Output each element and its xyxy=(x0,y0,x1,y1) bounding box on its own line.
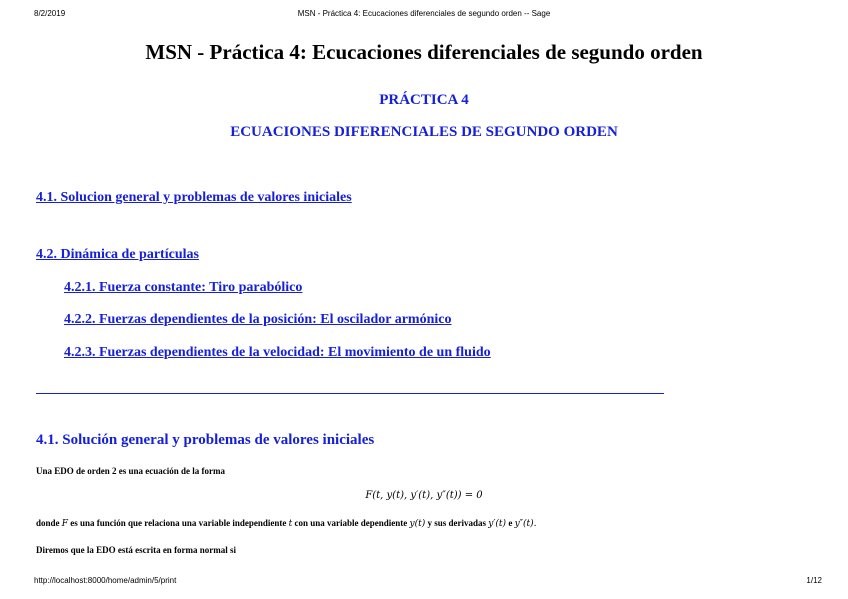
toc-item-4-2[interactable] xyxy=(36,247,199,263)
toc-label: Dinámica de partículas xyxy=(60,247,199,262)
text-fragment: donde xyxy=(36,518,60,528)
print-date: 8/2/2019 xyxy=(34,9,66,18)
page-number: 1/12 xyxy=(806,576,822,585)
toc-number: 4.2. xyxy=(36,247,57,262)
topic-subtitle: ECUACIONES DIFERENCIALES DE SEGUNDO ORDEN xyxy=(230,124,618,140)
math-symbol: y′(t) xyxy=(488,519,507,529)
toc-link-4-1[interactable]: Solucion general y problemas de valores iniciales xyxy=(60,190,352,205)
ode-equation: F(t, y(t), y′(t), y″(t)) = 0 xyxy=(365,490,483,501)
toc-link-4-2-3[interactable]: 4.2.3. Fuerzas dependientes de la velocidad: El movimiento de un fluido xyxy=(64,345,491,360)
section-divider xyxy=(36,393,664,394)
toc-number: 4.1. xyxy=(36,190,57,205)
text-fragment: e xyxy=(508,518,513,528)
print-header xyxy=(0,9,848,21)
toc-link-4-2-2[interactable]: 4.2.2. Fuerzas dependientes de la posición: El oscilador armónico xyxy=(64,312,452,327)
toc-item-4-2-1[interactable] xyxy=(64,280,302,296)
normal-form-paragraph: Diremos que la EDO está escrita en forma normal si xyxy=(36,545,237,555)
definition-paragraph xyxy=(36,518,537,529)
print-url: http://localhost:8000/home/admin/5/print xyxy=(34,576,177,585)
text-fragment: y sus derivadas xyxy=(427,518,487,528)
toc-link-4-2-1[interactable]: 4.2.1. Fuerza constante: Tiro parabólico xyxy=(64,280,303,295)
toc-item-4-2-3[interactable] xyxy=(64,345,491,361)
math-symbol: y″(t). xyxy=(514,519,537,529)
text-fragment: es una función que relaciona una variable independiente xyxy=(70,518,287,528)
intro-paragraph: Una EDO de orden 2 es una ecuación de la forma xyxy=(36,466,225,476)
document-title: MSN - Práctica 4: Ecucaciones diferenciales de segundo orden xyxy=(145,40,703,64)
text-fragment: con una variable dependiente xyxy=(294,518,408,528)
toc-item-4-2-2[interactable] xyxy=(64,312,451,328)
math-symbol: F xyxy=(61,519,69,529)
math-symbol: t xyxy=(288,519,293,529)
toc-link-4-2[interactable] xyxy=(36,247,199,262)
section-heading: 4.1. Solución general y problemas de valores iniciales xyxy=(36,432,375,448)
math-symbol: y(t) xyxy=(409,519,426,529)
practice-subtitle: PRÁCTICA 4 xyxy=(379,92,469,108)
print-page-title: MSN - Práctica 4: Ecucaciones diferenciales de segundo orden -- Sage xyxy=(297,9,551,18)
print-footer xyxy=(0,576,848,588)
toc-item-4-1[interactable] xyxy=(36,190,352,206)
